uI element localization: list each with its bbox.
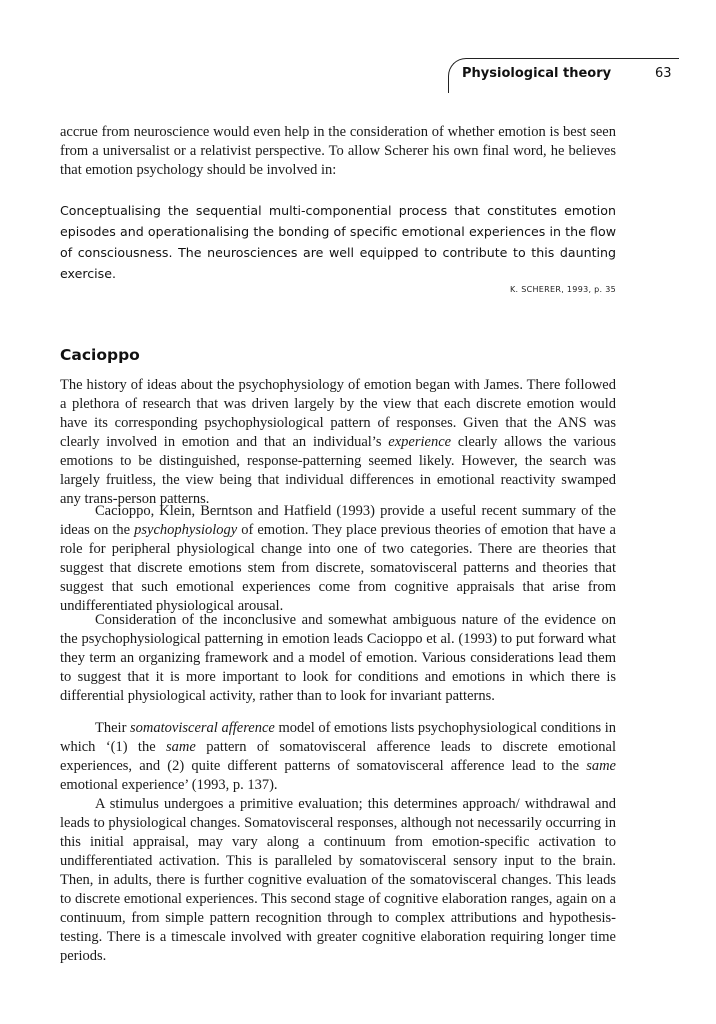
p2-text-a: Cacioppo, Klein, Berntson and Hatfield (1993) provide a useful recent summary of the ideas on the	[60, 503, 616, 538]
running-title: Physiological theory	[462, 66, 612, 81]
body-paragraph-1	[60, 376, 616, 509]
page-number: 63	[655, 66, 672, 81]
p2-text-b: of emotion. They place previous theories of emotion that have a role for peripheral physiological change into one of two categories. There are theories that suggest that discrete emotions stem from discrete, somatovisceral patterns and theories that suggest that such emotional experiences come from cognitive appraisals that arise from undifferentiated physiological arousal.	[60, 522, 616, 614]
intro-paragraph: accrue from neuroscience would even help in the consideration of whether emotion is best seen from a universalist or a relativist perspective. To allow Scherer his own final word, he believes that emotion psychology should be involved in:	[60, 124, 616, 178]
p4-text-c: pattern of somatovisceral afference leads to discrete emotional experiences, and (2) quite different patterns of somatovisceral afference lead to the	[60, 739, 616, 774]
p4-text-d: emotional experience’ (1993, p. 137).	[60, 777, 278, 793]
body-paragraph-4	[60, 719, 616, 795]
body-paragraph-3: Consideration of the inconclusive and somewhat ambiguous nature of the evidence on the psychophysiological patterning in emotion leads Cacioppo et al. (1993) to put forward what they term an organizing framework and a model of emotion. Various considerations lead them to suggest that it is more important to look for conditions and emotions in which there is differential physiological activity, rather than to look for invariant patterns.	[60, 612, 616, 704]
quote-citation: K. SCHERER, 1993, p. 35	[509, 285, 616, 294]
body-paragraph-5: A stimulus undergoes a primitive evaluation; this determines approach/ withdrawal and leads to physiological changes. Somatovisceral responses, although not necessarily occurring in this initial appraisal, may vary along a continuum from emotion-specific activation to undifferentiated activation. This is paralleled by somatovisceral sensory input to the brain. Then, in adults, there is further cognitive evaluation of the somatovisceral changes. This leads to discrete emotional experiences. This second stage of cognitive elaboration ranges, again on a continuum, from simple pattern recognition through to complex attributions and hypothesis-testing. There is a timescale involved with greater cognitive elaboration requiring longer time periods.	[60, 796, 616, 964]
p1-emphasis: experience	[388, 434, 452, 450]
p4-text-a: Their	[95, 720, 131, 736]
body-paragraph-2	[60, 502, 616, 616]
p4-text-b: model of emotions lists psychophysiological conditions in which ‘(1) the	[60, 720, 616, 755]
p2-emphasis: psychophysiology	[134, 522, 238, 538]
p1-text-b: clearly allows the various emotions to be distinguished, response-patterning seemed likely. However, the search was largely fruitless, the view being that individual differences in emotional reactivity swamped any trans-person patterns.	[60, 434, 617, 507]
p1-text-a: The history of ideas about the psychophysiology of emotion began with James. There followed a plethora of research that was driven largely by the view that each discrete emotion would have its corresponding psychophysiological pattern of responses. Given that the ANS was clearly involved in emotion and that an individual’s	[60, 377, 616, 450]
p4-emphasis-3: same	[586, 758, 616, 774]
block-quote: Conceptualising the sequential multi-componential process that constitutes emotion episodes and operationalising the bonding of specific emotional experiences in the flow of consciousness. The neurosciences are well equipped to contribute to this daunting exercise.	[60, 203, 616, 281]
section-heading: Cacioppo	[60, 346, 140, 364]
p4-emphasis-1: somatovisceral afference	[130, 720, 275, 736]
p4-emphasis-2: same	[166, 739, 196, 755]
